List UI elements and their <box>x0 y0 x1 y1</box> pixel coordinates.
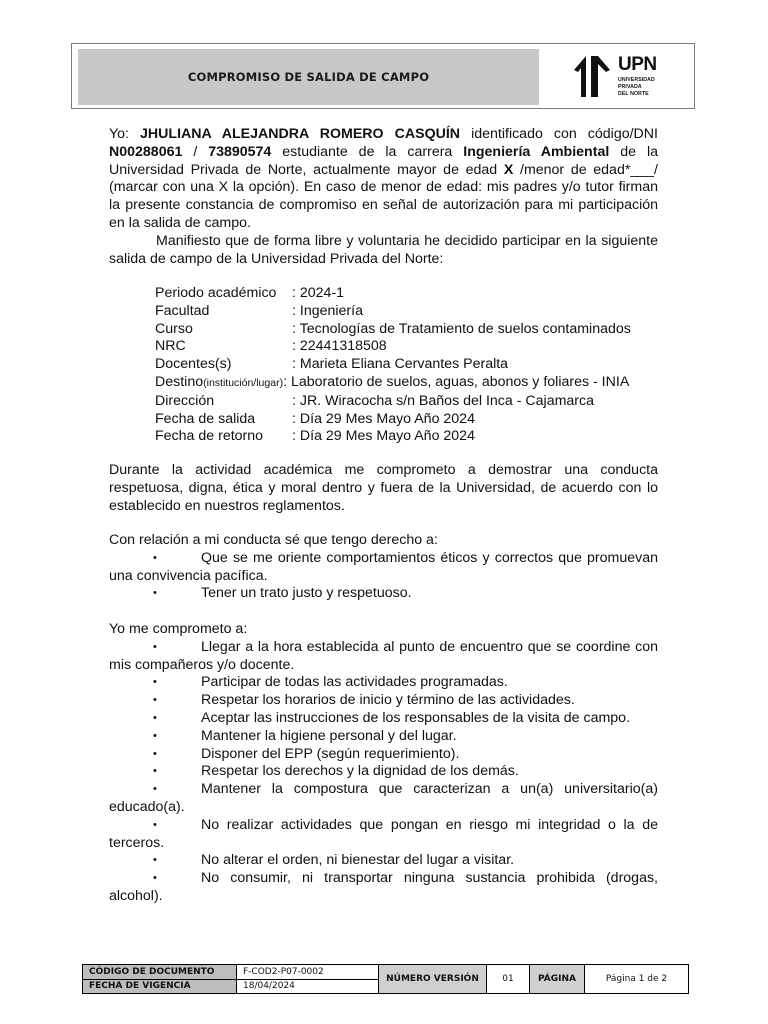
bullet: • <box>153 640 157 653</box>
page-value: Página 1 de 2 <box>585 965 689 994</box>
intro-text-4: /menor de edad*___/ (marcar con una X la opción). En caso de menor de edad: mis padres y/o tutor firman la presente constancia de compromiso en señal de autorización para mi participación en la salida de campo. <box>109 161 658 231</box>
logo-sub-2: PRIVADA <box>618 84 642 90</box>
info-label: Docentes(s) <box>155 356 232 373</box>
list-item-text: Mantener la higiene personal y del lugar. <box>201 727 457 744</box>
header-title-band <box>78 49 539 105</box>
version-label: NÚMERO VERSIÓN <box>379 965 487 994</box>
bullet: • <box>153 729 157 742</box>
page-label: PÁGINA <box>530 965 585 994</box>
list-item <box>109 692 658 710</box>
info-label: Periodo académico <box>155 285 277 301</box>
age-mark: X <box>503 161 514 178</box>
info-row <box>155 321 631 339</box>
info-row <box>155 356 631 374</box>
bullet: • <box>153 694 157 707</box>
list-item-text: Tener un trato justo y respetuoso. <box>201 585 412 602</box>
info-row <box>155 338 631 356</box>
bullet: • <box>153 747 157 760</box>
info-row <box>155 411 631 429</box>
list-item <box>109 674 658 692</box>
list-item-text: Participar de todas las actividades programadas. <box>201 674 508 691</box>
info-label-small: (institución/lugar) <box>203 376 284 389</box>
upn-logo <box>572 52 672 102</box>
info-label: Curso <box>155 320 193 337</box>
info-row <box>155 285 631 303</box>
intro-slash: / <box>182 143 209 160</box>
logo-sub-1: UNIVERSIDAD <box>618 77 655 83</box>
compromisos-section <box>109 621 658 906</box>
info-row <box>155 393 631 411</box>
version-value: 01 <box>487 965 530 994</box>
info-label: NRC <box>155 338 186 355</box>
info-value: : Día 29 Mes Mayo Año 2024 <box>292 428 475 445</box>
list-item-text: Mantener la compostura que caracterizan a un(a) universitario(a) educado(a). <box>109 781 658 815</box>
bullet: • <box>153 783 157 796</box>
list-item <box>109 550 658 586</box>
doc-code-label: CÓDIGO DE DOCUMENTO <box>83 965 237 980</box>
info-label: Fecha de retorno <box>155 428 264 445</box>
list-item-text: No alterar el orden, ni bienestar del lugar a visitar. <box>201 852 515 869</box>
logo-sub-3: DEL NORTE <box>618 91 649 97</box>
list-item-text: No realizar actividades que pongan en riesgo mi integridad o la de terceros. <box>109 816 658 851</box>
list-item-text: Aceptar las instrucciones de los responsables de la visita de campo. <box>201 709 631 726</box>
list-item <box>109 852 658 870</box>
document-header <box>71 43 695 109</box>
info-value: : Marieta Eliana Cervantes Peralta <box>292 356 509 373</box>
info-label-main: Destino <box>155 373 204 390</box>
intro-yo: Yo: <box>109 126 141 142</box>
student-code: N00288061 <box>109 143 183 160</box>
list-item-text: Llegar a la hora establecida al punto de encuentro que se coordine con mis compañeros y/o docente. <box>109 638 658 673</box>
logo-text: UPN <box>618 54 657 75</box>
intro-text-3: de la Universidad Privada de Norte, actualmente mayor de edad <box>109 143 658 178</box>
info-value: : 2024-1 <box>292 285 345 301</box>
conducta-paragraph: Durante la actividad académica me comprometo a demostrar una conducta respetuosa, digna, ética y moral dentro y fuera de la Universidad, de acuerdo con lo establecido en nuestros reglamentos. <box>109 462 658 514</box>
student-name: JHULIANA ALEJANDRA ROMERO CASQUÍN <box>140 126 461 142</box>
list-item <box>109 585 658 603</box>
bullet: • <box>153 765 157 778</box>
bullet: • <box>153 818 157 831</box>
info-value: : Ingeniería <box>292 302 363 319</box>
info-value: : Día 29 Mes Mayo Año 2024 <box>292 410 475 427</box>
info-value: : Tecnologías de Tratamiento de suelos contaminados <box>292 320 631 337</box>
compromisos-title: Yo me comprometo a: <box>109 621 248 637</box>
list-item-text: Que se me oriente comportamientos éticos y correctos que promuevan una convivencia pacífica. <box>109 549 658 584</box>
manifiesto-paragraph: Manifiesto que de forma libre y voluntaria he decidido participar en la siguiente salida de campo de la Universidad Privada del Norte: <box>109 233 658 267</box>
info-label: Dirección <box>155 392 215 409</box>
list-item <box>109 781 658 817</box>
student-dni: 73890574 <box>208 143 272 160</box>
intro-text-2: estudiante de la carrera <box>271 143 464 160</box>
info-label <box>155 374 283 393</box>
vigencia-value: 18/04/2024 <box>237 979 379 994</box>
info-label: Facultad <box>155 302 210 319</box>
list-item <box>109 746 658 764</box>
info-row <box>155 374 631 393</box>
trip-info-list <box>155 285 631 446</box>
list-item-text: Respetar los derechos y la dignidad de los demás. <box>201 763 519 780</box>
list-item <box>109 639 658 675</box>
intro-text-1: identificado con código/DNI <box>460 126 658 142</box>
bullet: • <box>153 711 157 724</box>
bullet: • <box>153 872 157 885</box>
derechos-section <box>109 532 658 603</box>
bullet: • <box>153 587 157 600</box>
list-item-text: Disponer del EPP (según requerimiento). <box>201 745 460 762</box>
info-row <box>155 303 631 321</box>
bullet: • <box>153 854 157 867</box>
list-item <box>109 763 658 781</box>
list-item-text: No consumir, ni transportar ninguna sustancia prohibida (drogas, alcohol). <box>109 870 658 904</box>
list-item <box>109 728 658 746</box>
info-value: : JR. Wiracocha s/n Baños del Inca - Cajamarca <box>292 392 594 409</box>
document-footer-table <box>82 964 689 994</box>
upn-arrow-icon <box>572 52 614 98</box>
info-row <box>155 428 631 446</box>
list-item-text: Respetar los horarios de inicio y término de las actividades. <box>201 692 575 709</box>
vigencia-label: FECHA DE VIGENCIA <box>83 979 237 994</box>
info-label: Fecha de salida <box>155 410 256 427</box>
bullet: • <box>153 676 157 689</box>
document-title: COMPROMISO DE SALIDA DE CAMPO <box>187 70 430 84</box>
list-item <box>109 710 658 728</box>
bullet: • <box>153 551 157 564</box>
doc-code-value: F-COD2-P07-0002 <box>237 965 379 980</box>
student-career: Ingeniería Ambiental <box>463 143 610 160</box>
derechos-title: Con relación a mi conducta sé que tengo derecho a: <box>109 532 438 548</box>
intro-paragraph <box>109 126 658 233</box>
list-item <box>109 817 658 853</box>
list-item <box>109 870 658 906</box>
info-value: : Laboratorio de suelos, aguas, abonos y foliares - INIA <box>283 373 630 390</box>
info-value: : 22441318508 <box>292 338 387 355</box>
